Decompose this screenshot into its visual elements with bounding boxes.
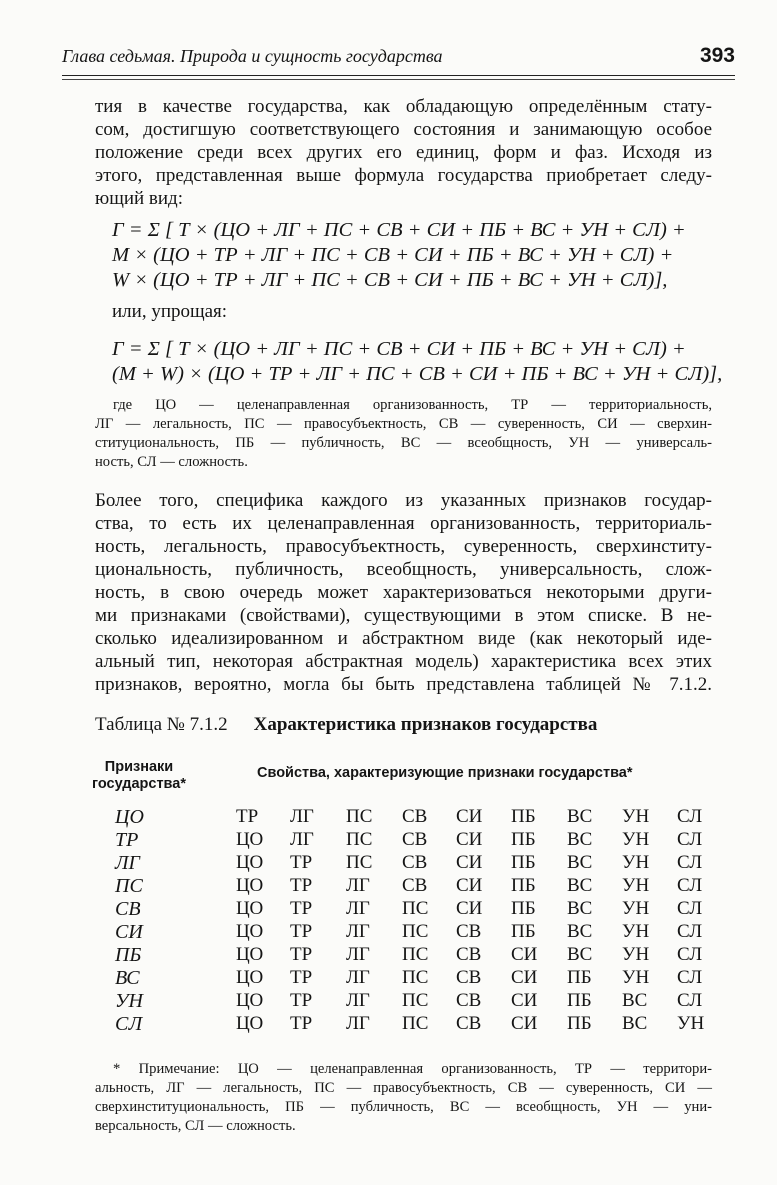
text-line: ми признаками (свойствами), существующими в этом списке. В не- <box>95 605 712 626</box>
table-cell: ТР <box>290 1013 313 1034</box>
table-cell: ПБ <box>567 990 592 1011</box>
table-cell: ЛГ <box>346 875 370 896</box>
table-cell: ТР <box>290 990 313 1011</box>
table-cell: ПБ <box>511 829 536 850</box>
body-paragraph <box>95 489 712 696</box>
table-cell: ВС <box>622 990 648 1011</box>
table-cell: ТР <box>236 806 259 827</box>
table-caption <box>95 714 597 736</box>
table-cell: ТР <box>290 944 313 965</box>
table-cell: ТР <box>290 875 313 896</box>
table-row <box>0 967 777 990</box>
table-cell: ЦО <box>236 852 264 873</box>
table-row <box>0 806 777 829</box>
table-cell: УН <box>622 944 650 965</box>
table-cell: УН <box>622 852 650 873</box>
table-cell: ВС <box>567 829 593 850</box>
table-cell: ПС <box>402 1013 429 1034</box>
table-cell: ПС <box>346 806 373 827</box>
table-cell: ВС <box>567 852 593 873</box>
header-rule <box>62 75 735 76</box>
table-cell: СИ <box>456 898 483 919</box>
table-cell: ЛГ <box>290 806 314 827</box>
formula-line: (М + W) × (ЦО + ТР + ЛГ + ПС + СВ + СИ + ПБ + ВС + УН + СЛ)], <box>112 363 723 385</box>
footnote-line: версальность, СЛ — сложность. <box>95 1118 296 1134</box>
text-line: положение среди всех других его единиц, форм и фаз. Исходя из <box>95 142 712 163</box>
text-line: альный тип, некоторая абстрактная модель) характеристика всех этих <box>95 651 712 672</box>
formula-full <box>112 218 712 293</box>
table-cell: ЦО <box>236 898 264 919</box>
table-cell: УН <box>622 829 650 850</box>
table-cell: ЛГ <box>290 829 314 850</box>
row-label: СЛ <box>115 1013 143 1035</box>
formula-line: W × (ЦО + ТР + ЛГ + ПС + СВ + СИ + ПБ + ВС + УН + СЛ)], <box>112 269 668 291</box>
table-cell: ПС <box>402 990 429 1011</box>
table-cell: УН <box>622 967 650 988</box>
table-header-col1 <box>75 759 203 793</box>
table-cell: СВ <box>456 944 482 965</box>
table-cell: ТР <box>290 967 313 988</box>
row-label: УН <box>115 990 143 1012</box>
header-line: государства* <box>91 776 186 792</box>
table-cell: ВС <box>567 806 593 827</box>
text-line: ность, легальность, правосубъектность, суверенность, сверхинститу- <box>95 536 712 557</box>
table-cell: ПБ <box>511 921 536 942</box>
table-row <box>0 829 777 852</box>
footnote-line: сверхинституциональность, ПБ — публичность, ВС — всеобщность, УН — уни- <box>95 1099 712 1115</box>
table-cell: ЛГ <box>346 898 370 919</box>
table-cell: СЛ <box>677 852 703 873</box>
table-cell: СВ <box>402 829 428 850</box>
table-cell: ЛГ <box>346 921 370 942</box>
table-cell: СВ <box>402 875 428 896</box>
text-line: этого, представленная выше формула государства приобретает следу- <box>95 165 712 186</box>
table-row <box>0 898 777 921</box>
table-cell: ЦО <box>236 967 264 988</box>
table-cell: СИ <box>456 806 483 827</box>
table-cell: УН <box>622 898 650 919</box>
table-cell: ЛГ <box>346 944 370 965</box>
table-cell: ЛГ <box>346 967 370 988</box>
formula-line: Г = Σ [ Т × (ЦО + ЛГ + ПС + СВ + СИ + ПБ + ВС + УН + СЛ) + <box>112 219 686 241</box>
table-cell: ТР <box>290 921 313 942</box>
legend-line: ЛГ — легальность, ПС — правосубъектность, СВ — суверенность, СИ — сверхин- <box>95 416 712 432</box>
table-cell: ПС <box>346 852 373 873</box>
row-label: ПС <box>115 875 143 897</box>
text-line: Более того, специфика каждого из указанных признаков государ- <box>95 490 712 511</box>
legend-line: ность, СЛ — сложность. <box>95 454 248 470</box>
table-cell: ПС <box>402 967 429 988</box>
intro-paragraph <box>95 95 712 210</box>
table-cell: СВ <box>402 852 428 873</box>
table-cell: ПС <box>402 898 429 919</box>
table-cell: СЛ <box>677 990 703 1011</box>
row-label: ЛГ <box>115 852 140 874</box>
table-cell: СВ <box>456 990 482 1011</box>
table-cell: СВ <box>456 967 482 988</box>
footnote-line: альность, ЛГ — легальность, ПС — правосубъектность, СВ — суверенность, СИ — <box>95 1080 712 1096</box>
text-line: циональность, публичность, всеобщность, универсальность, слож- <box>95 559 712 580</box>
table-cell: ТР <box>290 852 313 873</box>
table-row <box>0 1013 777 1036</box>
table-row <box>0 875 777 898</box>
text-line: ства, то есть их целенаправленная организованность, территориаль- <box>95 513 712 534</box>
header-line: Признаки <box>104 759 174 775</box>
table-cell: ЦО <box>236 921 264 942</box>
table-cell: УН <box>622 806 650 827</box>
table-row <box>0 944 777 967</box>
table-cell: УН <box>677 1013 705 1034</box>
table-cell: ПС <box>346 829 373 850</box>
table-body <box>0 806 777 1036</box>
text-line: признаков, вероятно, могла бы быть представлена таблицей № 7.1.2. <box>95 674 712 695</box>
header-rule-thin <box>62 79 735 80</box>
page-number: 393 <box>699 44 735 67</box>
table-cell: ВС <box>567 944 593 965</box>
table-cell: ВС <box>567 921 593 942</box>
table-cell: СИ <box>511 1013 538 1034</box>
table-cell: ЛГ <box>346 990 370 1011</box>
row-label: ТР <box>115 829 139 851</box>
table-cell: СЛ <box>677 806 703 827</box>
table-cell: СИ <box>456 852 483 873</box>
table-cell: ВС <box>622 1013 648 1034</box>
table-cell: СИ <box>511 944 538 965</box>
table-number: Таблица № 7.1.2 <box>95 714 228 735</box>
running-header <box>62 46 735 74</box>
table-cell: ПБ <box>511 898 536 919</box>
chapter-title: Глава седьмая. Природа и сущность государства <box>62 46 443 66</box>
table-cell: ПБ <box>567 1013 592 1034</box>
table-cell: СИ <box>511 967 538 988</box>
table-cell: ПБ <box>567 967 592 988</box>
text-line: ющий вид: <box>95 188 183 209</box>
table-cell: СВ <box>402 806 428 827</box>
table-cell: СЛ <box>677 944 703 965</box>
table-cell: СВ <box>456 1013 482 1034</box>
table-cell: СЛ <box>677 875 703 896</box>
table-row <box>0 852 777 875</box>
table-cell: ПС <box>402 944 429 965</box>
table-cell: СИ <box>511 990 538 1011</box>
row-label: СИ <box>115 921 143 943</box>
table-cell: ЦО <box>236 944 264 965</box>
table-cell: УН <box>622 875 650 896</box>
formula-line: М × (ЦО + ТР + ЛГ + ПС + СВ + СИ + ПБ + ВС + УН + СЛ) + <box>112 244 674 266</box>
table-cell: ТР <box>290 898 313 919</box>
abbreviation-legend <box>95 396 712 472</box>
legend-line: где ЦО — целенаправленная организованность, ТР — территориальность, <box>113 397 712 413</box>
text-line: ность, в свою очередь может характеризоваться некоторыми други- <box>95 582 712 603</box>
table-cell: ЦО <box>236 990 264 1011</box>
table-title: Характеристика признаков государства <box>253 714 598 735</box>
table-cell: ПБ <box>511 852 536 873</box>
table-cell: СЛ <box>677 898 703 919</box>
table-cell: СЛ <box>677 829 703 850</box>
table-cell: ПБ <box>511 806 536 827</box>
table-cell: СЛ <box>677 967 703 988</box>
row-label: ПБ <box>115 944 142 966</box>
table-cell: ЦО <box>236 875 264 896</box>
formula-line: Г = Σ [ Т × (ЦО + ЛГ + ПС + СВ + СИ + ПБ + ВС + УН + СЛ) + <box>112 338 686 360</box>
table-cell: СЛ <box>677 921 703 942</box>
table-cell: ПС <box>402 921 429 942</box>
table-cell: ЦО <box>236 1013 264 1034</box>
row-label: ВС <box>115 967 140 989</box>
table-cell: ВС <box>567 898 593 919</box>
table-row <box>0 990 777 1013</box>
text-line: сом, достигшую соответствующего состояния и занимающую особое <box>95 119 712 140</box>
simplifying-label: или, упрощая: <box>112 301 228 322</box>
row-label: ЦО <box>115 806 144 828</box>
table-cell: ЛГ <box>346 1013 370 1034</box>
table-cell: СИ <box>456 829 483 850</box>
legend-line: ституциональность, ПБ — публичность, ВС — всеобщность, УН — универсаль- <box>95 435 712 451</box>
table-cell: СИ <box>456 875 483 896</box>
table-row <box>0 921 777 944</box>
table-cell: ВС <box>567 875 593 896</box>
table-footnote <box>95 1060 712 1136</box>
table-cell: ПБ <box>511 875 536 896</box>
formula-simplified <box>112 337 723 387</box>
table-cell: ЦО <box>236 829 264 850</box>
text-line: сколько идеализированном и абстрактном виде (как некоторый иде- <box>95 628 712 649</box>
table-cell: УН <box>622 921 650 942</box>
table-cell: СВ <box>456 921 482 942</box>
row-label: СВ <box>115 898 141 920</box>
footnote-line: * Примечание: ЦО — целенаправленная организованность, ТР — территори- <box>113 1061 712 1077</box>
text-line: тия в качестве государства, как обладающую определённым стату- <box>95 96 712 117</box>
table-header-col2: Свойства, характеризующие признаки государства* <box>257 765 633 781</box>
